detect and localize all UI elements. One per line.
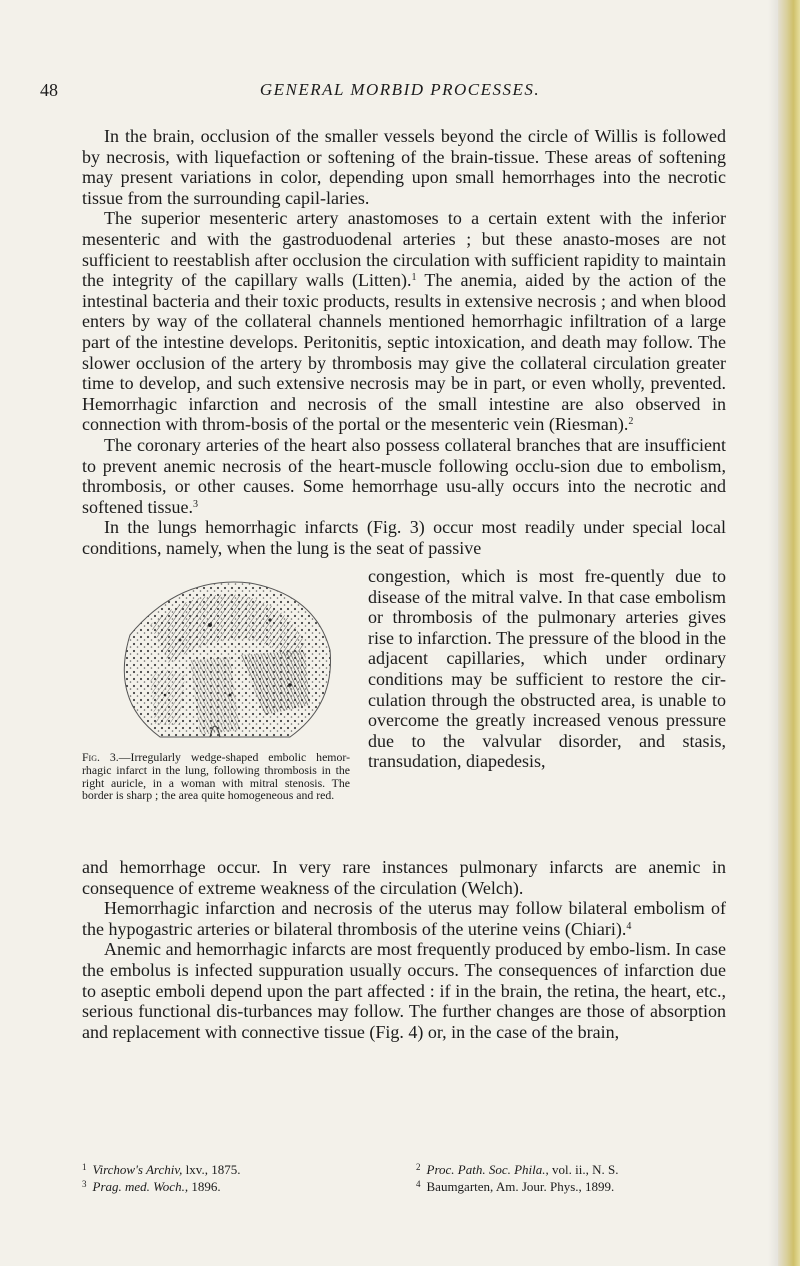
paragraph-brain: In the brain, occlusion of the smaller vessels beyond the circle of Willis is followed by necrosis, with liquefaction or softening of the brain-tissue. These areas of softening may present variations in color, depending upon small hemorrhages into the necrotic tissue from the surrounding capil-laries. bbox=[82, 126, 726, 208]
footnote: $^4$ Baumgarten, Am. Jour. Phys., 1899. bbox=[416, 1179, 615, 1194]
footnotes-left bbox=[82, 1160, 392, 1194]
figure-3-illustration bbox=[90, 565, 346, 745]
running-head: GENERAL MORBID PROCESSES. bbox=[259, 80, 541, 99]
paragraph-lungs-end: and hemorrhage occur. In very rare instances pulmonary infarcts are anemic in consequence of extreme weakness of the circulation (Welch). bbox=[82, 857, 726, 898]
footnote: $^2$ Proc. Path. Soc. Phila., vol. ii., N. S. bbox=[416, 1162, 619, 1177]
paragraph-coronary bbox=[82, 435, 726, 517]
figure-caption bbox=[82, 751, 350, 802]
body-text-bottom bbox=[82, 857, 726, 1042]
page-header bbox=[40, 80, 760, 104]
paragraph-coronary-text: The coronary arteries of the heart also possess collateral branches that are insufficient to prevent anemic necrosis of the heart-muscle following occlu-sion due to embolism, thrombosis, or other causes. Some hemorrhage usu-ally occurs into the necrotic and softened tissue. bbox=[82, 434, 726, 517]
figure-caption-text: —Irregularly wedge-shaped embolic hemor-rhagic infarct in the lung, following thrombosis in the right auricle, in a woman with mitral stenosis. The border is sharp ; the area quite homogeneous and red. bbox=[82, 750, 350, 803]
footnotes-right bbox=[416, 1160, 726, 1194]
paragraph-mesenteric bbox=[82, 208, 726, 435]
footnote-ref-4: 4 bbox=[626, 920, 632, 932]
page-edge bbox=[778, 0, 800, 1266]
footnote-ref-3: 3 bbox=[192, 498, 198, 510]
paragraph-uterus bbox=[82, 898, 726, 939]
lung-infarct-engraving bbox=[90, 565, 346, 745]
paragraph-mesenteric-part2: The anemia, aided by the action of the intestinal bacteria and their toxic products, results in extensive necrosis ; and when blood enters by way of the collateral channels mentioned hemorrhagic infiltration of a large part of the intestine develops. Peritonitis, septic intoxication, and death may follow. The slower occlusion of the artery by thrombosis may give the collateral circulation greater time to develop, and such extensive necrosis may be in part, or even wholly, prevented. Hemorrhagic infarction and necrosis of the small intestine are also observed in connection with throm-bosis of the portal or the mesenteric vein (Riesman). bbox=[82, 270, 726, 435]
footnote-ref-2: 2 bbox=[628, 416, 634, 428]
body-text-top bbox=[82, 126, 726, 558]
paragraph-infarcts: Anemic and hemorrhagic infarcts are most frequently produced by embo-lism. In case the embolus is infected suppuration usually occurs. The consequences of infarction due to aseptic emboli depend upon the part affected : if in the brain, the retina, the heart, etc., serious functional dis-turbances may follow. The further changes are those of absorption and replacement with connective tissue (Fig. 4) or, in the case of the brain, bbox=[82, 939, 726, 1042]
footnote-ref-1: 1 bbox=[411, 272, 417, 284]
paragraph-mesenteric-part1: The superior mesenteric artery anastomoses to a certain extent with the inferior mesenteric and with the gastroduodenal arteries ; but these anasto-moses are not sufficient to reestablish after occlusion the circulation with sufficient rapidity to maintain the integrity of the capillary walls (Litten). bbox=[82, 208, 726, 291]
footnote: $^1$ Virchow's Archiv, lxv., 1875. bbox=[82, 1162, 241, 1177]
paragraph-uterus-text: Hemorrhagic infarction and necrosis of the uterus may follow bilateral embolism of the hypogastric arteries or bilateral thrombosis of the uterine veins (Chiari). bbox=[82, 898, 726, 939]
footnote: $^3$ Prag. med. Woch., 1896. bbox=[82, 1179, 221, 1194]
page-shadow bbox=[768, 0, 778, 1266]
paragraph-lungs-start: In the lungs hemorrhagic infarcts (Fig. 3) occur most readily under special local conditions, namely, when the lung is the seat of passive bbox=[82, 517, 726, 558]
body-text-beside-figure bbox=[368, 566, 726, 772]
paragraph-lungs-middle: congestion, which is most fre-quently due to disease of the mitral valve. In that case embolism or thrombosis of the pulmonary arteries gives rise to infarction. The pressure of the blood in the adjacent capillaries, which under ordinary conditions may be sufficient to restore the cir-culation through the obstructed area, is unable to overcome the greatly increased venous pressure due to the valvular disorder, and stasis, transudation, diapedesis, bbox=[368, 566, 726, 772]
page-number: 48 bbox=[40, 80, 58, 100]
figure-label: Fig. 3. bbox=[82, 750, 119, 764]
